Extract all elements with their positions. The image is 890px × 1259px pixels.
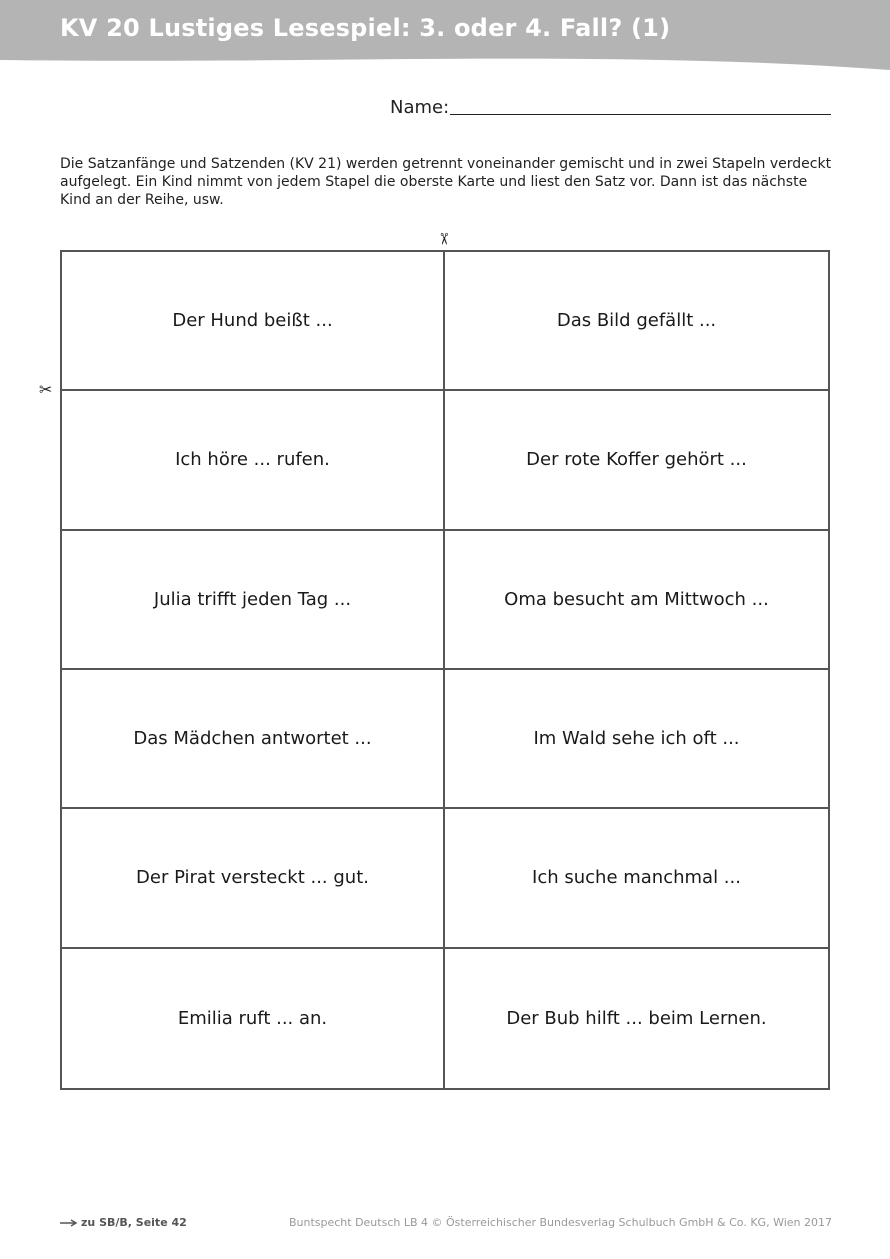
card: Der rote Koffer gehört ... [445, 391, 828, 530]
card: Emilia ruft ... an. [62, 949, 445, 1088]
arrow-right-icon [60, 1219, 78, 1227]
card: Ich höre ... rufen. [62, 391, 445, 530]
scissors-icon: ✂ [39, 380, 53, 399]
card: Ich suche manchmal ... [445, 809, 828, 948]
scissors-icon: ✂ [434, 232, 454, 246]
card: Im Wald sehe ich oft ... [445, 670, 828, 809]
card: Der Bub hilft ... beim Lernen. [506, 1007, 767, 1029]
card: Das Bild gefällt ... [445, 252, 828, 391]
name-field[interactable] [390, 97, 831, 121]
card: Oma besucht am Mittwoch ... [445, 531, 828, 670]
name-label: Name: [390, 97, 450, 118]
name-input-line[interactable] [450, 114, 831, 115]
instructions: Die Satzanfänge und Satzenden (KV 21) werden getrennt voneinander gemischt und in zwei Stapeln verdeckt aufgelegt. Ein Kind nimmt von jedem Stapel die oberste Karte und liest den Satz vor. Dann ist das nächste Kind an der Reihe, usw. [60, 156, 832, 208]
footer-reference-text: zu SB/B, Seite 42 [81, 1216, 187, 1229]
card: Der Hund beißt ... [62, 252, 445, 391]
card-grid [60, 250, 830, 1090]
footer-copyright: Buntspecht Deutsch LB 4 © Österreichischer Bundesverlag Schulbuch GmbH & Co. KG, Wien 2017 [288, 1216, 832, 1229]
page-title: KV 20 Lustiges Lesespiel: 3. oder 4. Fall? (1) [60, 14, 671, 42]
footer-reference [60, 1216, 187, 1229]
card: Das Mädchen antwortet ... [62, 670, 445, 809]
card: Julia trifft jeden Tag ... [62, 531, 445, 670]
card: Der Pirat versteckt ... gut. [62, 809, 445, 948]
